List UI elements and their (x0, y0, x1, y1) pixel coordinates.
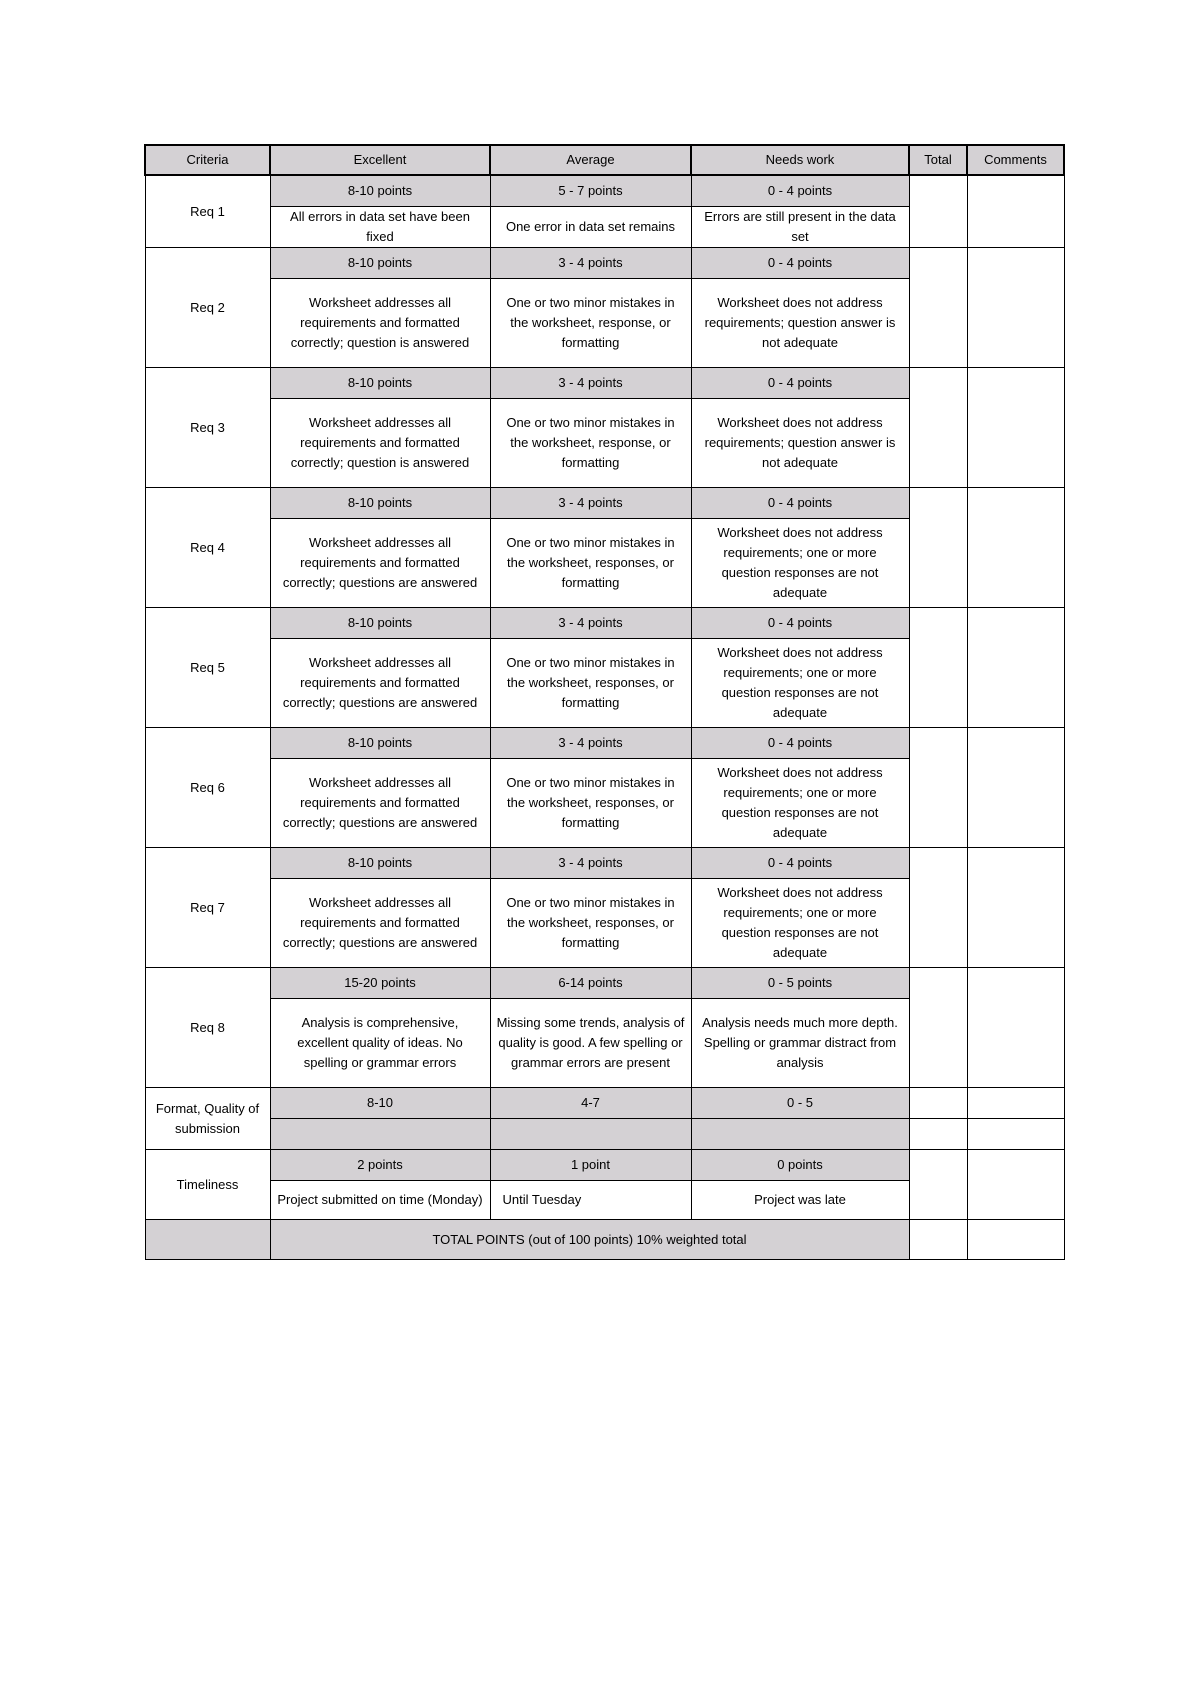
criteria-label: Req 6 (145, 728, 270, 848)
average-points: 3 - 4 points (490, 728, 691, 759)
timeliness-row (145, 1150, 1064, 1181)
excellent-points: 8-10 points (270, 488, 490, 519)
header-excellent: Excellent (270, 145, 490, 175)
comments-cell (967, 848, 1064, 968)
comments-cell (967, 1220, 1064, 1260)
comments-cell (967, 1150, 1064, 1220)
average-points: 5 - 7 points (490, 175, 691, 207)
total-cell (909, 728, 967, 848)
total-cell (909, 1088, 967, 1119)
total-points-row (145, 1220, 1064, 1260)
excellent-desc: Worksheet addresses all requirements and formatted correctly; questions are answered (270, 639, 490, 728)
criteria-label: Timeliness (145, 1150, 270, 1220)
total-points-label: TOTAL POINTS (out of 100 points) 10% weighted total (270, 1220, 909, 1260)
criteria-label: Format, Quality of submission (145, 1088, 270, 1150)
needs-work-points: 0 - 5 (691, 1088, 909, 1119)
excellent-blank (270, 1119, 490, 1150)
needs-work-desc: Worksheet does not address requirements; one or more question responses are not adequate (691, 759, 909, 848)
average-desc: One or two minor mistakes in the worksheet, responses, or formatting (490, 519, 691, 608)
needs-work-points: 0 - 4 points (691, 175, 909, 207)
total-cell (909, 1220, 967, 1260)
average-desc: One or two minor mistakes in the worksheet, responses, or formatting (490, 759, 691, 848)
header-total: Total (909, 145, 967, 175)
average-points: 3 - 4 points (490, 248, 691, 279)
average-desc: Missing some trends, analysis of quality is good. A few spelling or grammar errors are present (490, 999, 691, 1088)
comments-cell (967, 1088, 1064, 1119)
criteria-label: Req 7 (145, 848, 270, 968)
requirement-row (145, 728, 1064, 759)
needs-work-desc: Analysis needs much more depth. Spelling or grammar distract from analysis (691, 999, 909, 1088)
requirement-row (145, 175, 1064, 207)
comments-cell (967, 488, 1064, 608)
average-desc: One or two minor mistakes in the worksheet, responses, or formatting (490, 879, 691, 968)
comments-cell (967, 1119, 1064, 1150)
criteria-label: Req 4 (145, 488, 270, 608)
excellent-desc: Worksheet addresses all requirements and formatted correctly; questions are answered (270, 879, 490, 968)
format-row (145, 1088, 1064, 1119)
needs-work-points: 0 - 4 points (691, 488, 909, 519)
requirement-row (145, 608, 1064, 639)
average-desc: Until Tuesday (490, 1181, 691, 1220)
total-cell (909, 968, 967, 1088)
average-points: 4-7 (490, 1088, 691, 1119)
excellent-desc: All errors in data set have been fixed (270, 207, 490, 248)
header-needs-work: Needs work (691, 145, 909, 175)
excellent-points: 8-10 points (270, 368, 490, 399)
needs-work-desc: Project was late (691, 1181, 909, 1220)
average-points: 3 - 4 points (490, 608, 691, 639)
excellent-points: 8-10 points (270, 848, 490, 879)
comments-cell (967, 728, 1064, 848)
excellent-points: 15-20 points (270, 968, 490, 999)
needs-work-points: 0 - 5 points (691, 968, 909, 999)
comments-cell (967, 608, 1064, 728)
excellent-desc: Analysis is comprehensive, excellent quality of ideas. No spelling or grammar errors (270, 999, 490, 1088)
criteria-label: Req 3 (145, 368, 270, 488)
excellent-desc: Project submitted on time (Monday) (270, 1181, 490, 1220)
comments-cell (967, 175, 1064, 248)
excellent-desc: Worksheet addresses all requirements and formatted correctly; question is answered (270, 399, 490, 488)
total-cell (909, 248, 967, 368)
total-cell (909, 368, 967, 488)
average-desc: One or two minor mistakes in the worksheet, responses, or formatting (490, 639, 691, 728)
header-row (145, 145, 1064, 175)
comments-cell (967, 968, 1064, 1088)
total-cell (909, 608, 967, 728)
needs-work-desc: Worksheet does not address requirements; one or more question responses are not adequate (691, 639, 909, 728)
excellent-points: 8-10 points (270, 175, 490, 207)
criteria-label: Req 1 (145, 175, 270, 248)
total-cell (909, 1119, 967, 1150)
average-points: 1 point (490, 1150, 691, 1181)
requirement-row (145, 848, 1064, 879)
format-row-blank (145, 1119, 1064, 1150)
header-criteria: Criteria (145, 145, 270, 175)
excellent-desc: Worksheet addresses all requirements and formatted correctly; questions are answered (270, 759, 490, 848)
needs-work-desc: Worksheet does not address requirements; one or more question responses are not adequate (691, 879, 909, 968)
total-cell (909, 1150, 967, 1220)
total-cell (909, 848, 967, 968)
comments-cell (967, 248, 1064, 368)
needs-work-desc: Worksheet does not address requirements; question answer is not adequate (691, 279, 909, 368)
requirement-row (145, 368, 1064, 399)
criteria-label: Req 5 (145, 608, 270, 728)
average-points: 3 - 4 points (490, 848, 691, 879)
needs-work-points: 0 - 4 points (691, 248, 909, 279)
needs-work-points: 0 - 4 points (691, 368, 909, 399)
criteria-label: Req 2 (145, 248, 270, 368)
needs-work-desc: Worksheet does not address requirements; question answer is not adequate (691, 399, 909, 488)
requirement-row (145, 488, 1064, 519)
needs-work-points: 0 points (691, 1150, 909, 1181)
criteria-label: Req 8 (145, 968, 270, 1088)
requirement-row (145, 968, 1064, 999)
average-points: 3 - 4 points (490, 368, 691, 399)
needs-work-desc: Errors are still present in the data set (691, 207, 909, 248)
average-points: 6-14 points (490, 968, 691, 999)
average-points: 3 - 4 points (490, 488, 691, 519)
needs-work-points: 0 - 4 points (691, 728, 909, 759)
requirement-row (145, 248, 1064, 279)
average-desc: One or two minor mistakes in the worksheet, response, or formatting (490, 279, 691, 368)
excellent-desc: Worksheet addresses all requirements and formatted correctly; question is answered (270, 279, 490, 368)
average-desc: One or two minor mistakes in the worksheet, response, or formatting (490, 399, 691, 488)
total-cell (909, 488, 967, 608)
header-average: Average (490, 145, 691, 175)
excellent-points: 8-10 points (270, 728, 490, 759)
average-desc: One error in data set remains (490, 207, 691, 248)
comments-cell (967, 368, 1064, 488)
total-blank (145, 1220, 270, 1260)
excellent-points: 8-10 (270, 1088, 490, 1119)
needs-work-blank (691, 1119, 909, 1150)
excellent-points: 2 points (270, 1150, 490, 1181)
excellent-points: 8-10 points (270, 248, 490, 279)
needs-work-points: 0 - 4 points (691, 608, 909, 639)
excellent-points: 8-10 points (270, 608, 490, 639)
header-comments: Comments (967, 145, 1064, 175)
average-blank (490, 1119, 691, 1150)
total-cell (909, 175, 967, 248)
excellent-desc: Worksheet addresses all requirements and formatted correctly; questions are answered (270, 519, 490, 608)
needs-work-desc: Worksheet does not address requirements; one or more question responses are not adequate (691, 519, 909, 608)
rubric-table (144, 144, 1065, 1260)
needs-work-points: 0 - 4 points (691, 848, 909, 879)
